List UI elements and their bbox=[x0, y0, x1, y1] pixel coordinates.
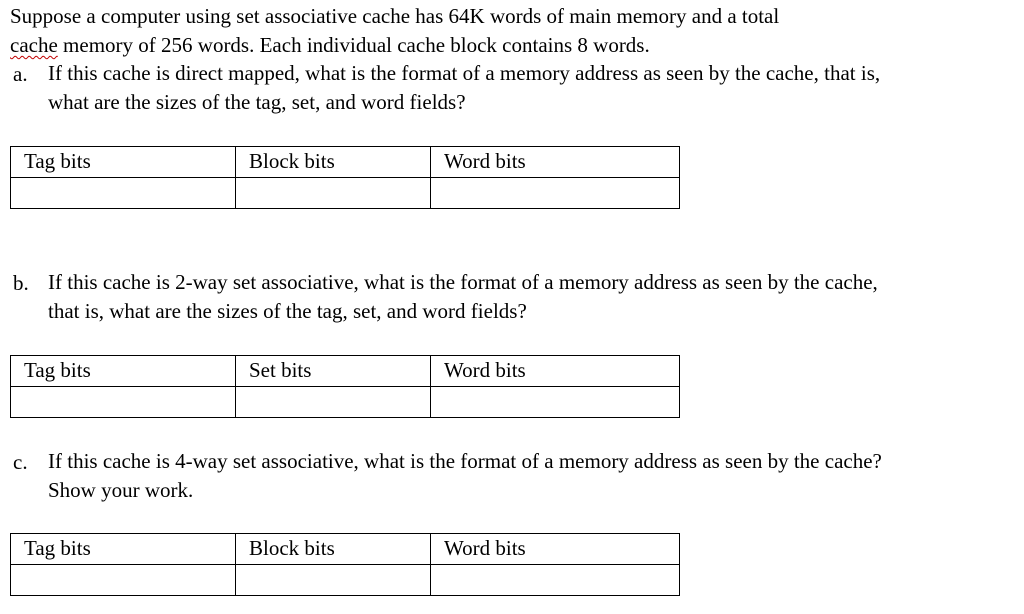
question-b-label: b. bbox=[13, 271, 29, 295]
answer-word-bits[interactable] bbox=[431, 387, 680, 418]
answer-table-b bbox=[10, 355, 680, 418]
header-tag-bits: Tag bits bbox=[11, 356, 236, 387]
question-a-line-1: If this cache is direct mapped, what is the format of a memory address as seen by the cache, that is, bbox=[48, 61, 881, 85]
question-c-label: c. bbox=[13, 450, 28, 474]
spellcheck-flagged-word[interactable]: cache bbox=[10, 33, 58, 57]
table-header-row bbox=[11, 147, 680, 178]
question-a-line-2: what are the sizes of the tag, set, and word fields? bbox=[48, 90, 466, 114]
answer-tag-bits[interactable] bbox=[11, 178, 236, 209]
question-c-line-2: Show your work. bbox=[48, 478, 194, 502]
header-block-bits: Block bits bbox=[236, 147, 431, 178]
table-header-row bbox=[11, 534, 680, 565]
table-answer-row bbox=[11, 387, 680, 418]
answer-tag-bits[interactable] bbox=[11, 387, 236, 418]
question-a-text bbox=[48, 59, 880, 117]
question-b-text bbox=[48, 268, 878, 326]
intro-line-2-rest: memory of 256 words. Each individual cache block contains 8 words. bbox=[57, 33, 650, 57]
table-answer-row bbox=[11, 565, 680, 596]
header-tag-bits: Tag bits bbox=[11, 147, 236, 178]
question-b-line-2: that is, what are the sizes of the tag, set, and word fields? bbox=[48, 299, 527, 323]
header-word-bits: Word bits bbox=[431, 356, 680, 387]
answer-tag-bits[interactable] bbox=[11, 565, 236, 596]
table-answer-row bbox=[11, 178, 680, 209]
header-block-bits: Block bits bbox=[236, 534, 431, 565]
answer-table-a bbox=[10, 146, 680, 209]
answer-table-c bbox=[10, 533, 680, 596]
question-c-line-1: If this cache is 4-way set associative, what is the format of a memory address as seen by the cache? bbox=[48, 449, 882, 473]
question-b-line-1: If this cache is 2-way set associative, what is the format of a memory address as seen by the cache, bbox=[48, 270, 878, 294]
answer-word-bits[interactable] bbox=[431, 565, 680, 596]
intro-line-2 bbox=[10, 33, 650, 57]
answer-block-bits[interactable] bbox=[236, 178, 431, 209]
answer-set-bits[interactable] bbox=[236, 387, 431, 418]
question-c-text bbox=[48, 447, 882, 505]
header-word-bits: Word bits bbox=[431, 147, 680, 178]
question-a-label: a. bbox=[13, 62, 28, 86]
intro-line-1: Suppose a computer using set associative cache has 64K words of main memory and a total bbox=[10, 4, 780, 28]
answer-word-bits[interactable] bbox=[431, 178, 680, 209]
answer-block-bits[interactable] bbox=[236, 565, 431, 596]
header-tag-bits: Tag bits bbox=[11, 534, 236, 565]
header-set-bits: Set bits bbox=[236, 356, 431, 387]
header-word-bits: Word bits bbox=[431, 534, 680, 565]
table-header-row bbox=[11, 356, 680, 387]
